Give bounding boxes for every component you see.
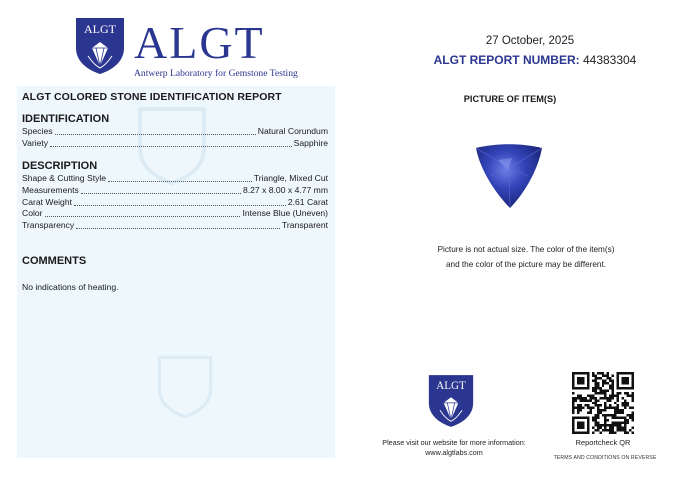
terms-note: TERMS AND CONDITIONS ON REVERSE xyxy=(553,455,657,461)
sapphire-gem-image xyxy=(468,140,550,212)
color-value: Intense Blue (Uneven) xyxy=(242,208,328,218)
description-heading: DESCRIPTION xyxy=(22,160,98,172)
disclaimer-line-1: Picture is not actual size. The color of the item(s) xyxy=(437,245,615,254)
watermark-shield-icon xyxy=(157,354,213,420)
website-link[interactable]: www.algtlabs.com xyxy=(425,448,483,457)
leader-dots xyxy=(76,228,280,229)
report-title: ALGT COLORED STONE IDENTIFICATION REPORT xyxy=(22,91,282,103)
variety-value: Sapphire xyxy=(293,138,328,148)
shape-label: Shape & Cutting Style xyxy=(22,173,107,183)
measurements-row xyxy=(22,185,328,196)
color-label: Color xyxy=(22,208,43,218)
transparency-label: Transparency xyxy=(22,220,75,230)
transparency-value: Transparent xyxy=(281,220,328,230)
leader-dots xyxy=(108,181,252,182)
reportcheck-qr-code[interactable] xyxy=(572,372,634,434)
species-row xyxy=(22,126,328,137)
logo-subtitle: Antwerp Laboratory for Gemstone Testing xyxy=(134,68,298,79)
carat-value: 2.61 Carat xyxy=(287,197,328,207)
svg-text:ALGT: ALGT xyxy=(436,380,466,392)
variety-row xyxy=(22,138,328,149)
algt-shield-icon xyxy=(427,372,475,430)
carat-label: Carat Weight xyxy=(22,197,72,207)
identification-heading: IDENTIFICATION xyxy=(22,113,110,125)
picture-title: PICTURE OF ITEM(S) xyxy=(463,94,557,104)
report-number-value: 44383304 xyxy=(582,53,637,67)
leader-dots xyxy=(55,134,256,135)
logo-wordmark: ALGT xyxy=(134,17,265,68)
website-info xyxy=(362,438,546,458)
leader-dots xyxy=(74,205,286,206)
svg-text:ALGT: ALGT xyxy=(84,22,116,36)
comments-heading: COMMENTS xyxy=(22,255,87,267)
color-row xyxy=(22,208,328,219)
leader-dots xyxy=(50,146,291,147)
disclaimer-line-2: and the color of the picture may be different. xyxy=(445,260,607,269)
picture-disclaimer xyxy=(396,242,656,272)
report-number xyxy=(410,53,660,67)
transparency-row xyxy=(22,220,328,231)
species-label: Species xyxy=(22,126,53,136)
comments-text: No indications of heating. xyxy=(22,282,119,292)
carat-row xyxy=(22,197,328,208)
report-date: 27 October, 2025 xyxy=(485,35,575,47)
variety-label: Variety xyxy=(22,138,49,148)
species-value: Natural Corundum xyxy=(257,126,328,136)
leader-dots xyxy=(45,216,241,217)
report-number-label: ALGT REPORT NUMBER: xyxy=(433,53,580,67)
shape-value: Triangle, Mixed Cut xyxy=(253,173,328,183)
measurements-label: Measurements xyxy=(22,185,79,195)
measurements-value: 8.27 x 8.00 x 4.77 mm xyxy=(242,185,328,195)
leader-dots xyxy=(81,193,241,194)
visit-text: Please visit our website for more information: xyxy=(382,438,526,447)
shape-row xyxy=(22,173,328,184)
algt-shield-icon xyxy=(74,16,126,76)
qr-label: Reportcheck QR xyxy=(575,438,631,447)
algt-logo xyxy=(74,14,304,82)
